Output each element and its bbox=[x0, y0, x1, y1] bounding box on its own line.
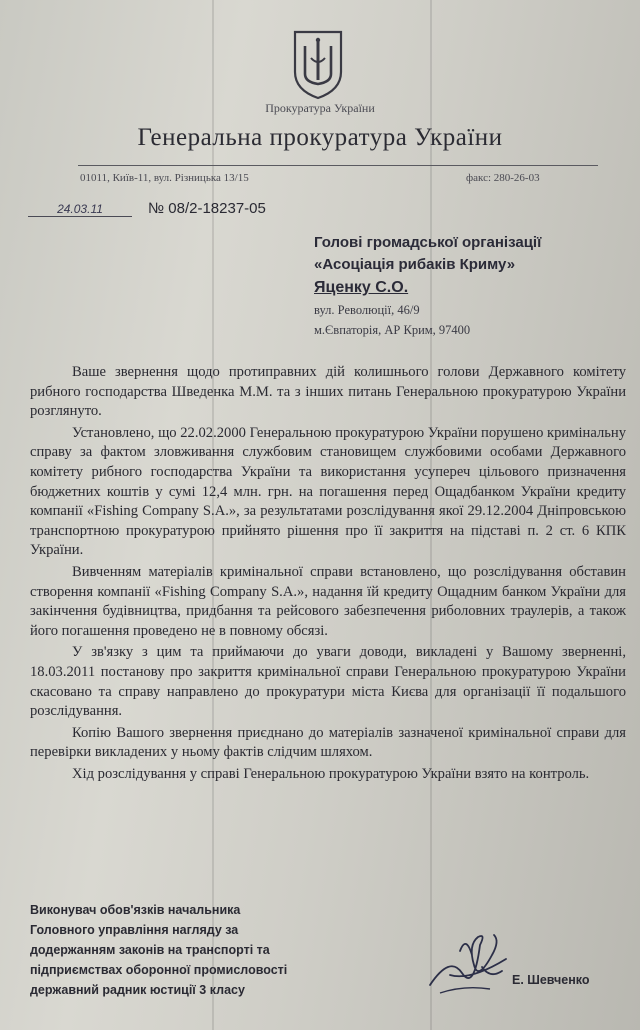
office-address: 01011, Київ-11, вул. Різницька 13/15 bbox=[80, 172, 249, 184]
body-paragraph: Хід розслідування у справі Генеральною прокуратурою України взято на контроль. bbox=[72, 765, 590, 782]
body-paragraph: Вивченням матеріалів кримінальної справи встановлено, що розслідування обставин створення компанії «Fishing Company S.A.», надання їй кредиту Ощадним банком України для закінчення будівництва, придбання та рейсового забезпечення риболовних траулерів, а також його погашення проведено не в повному обсязі. bbox=[30, 563, 626, 639]
coat-of-arms-icon bbox=[291, 28, 345, 100]
handwritten-signature-icon bbox=[420, 915, 520, 1005]
registration-date: 24.03.11 bbox=[28, 202, 132, 217]
signatory-line: додержанням законів на транспорті та bbox=[30, 943, 270, 957]
body-paragraph: Копію Вашого звернення приєднано до матеріалів зазначеної кримінальної справи для перевірки викладених у ньому фактів слідчим шляхом. bbox=[30, 724, 626, 761]
office-title: Генеральна прокуратура України bbox=[137, 124, 503, 151]
signatory-line: державний радник юстиції 3 класу bbox=[30, 983, 245, 997]
registration-number: № 08/2-18237-05 bbox=[148, 200, 266, 217]
body-paragraph: Ваше звернення щодо протиправних дій колишнього голови Державного комітету рибного господарства Шведенка М.М. та з інших питань Генеральною прокуратурою України розглянуто. bbox=[30, 364, 626, 420]
signatory-line: Виконувач обов'язків начальника bbox=[30, 903, 241, 917]
signatory-line: Головного управління нагляду за bbox=[30, 923, 239, 937]
office-fax: факс: 280-26-03 bbox=[466, 172, 540, 184]
signer-name: Е. Шевченко bbox=[512, 973, 590, 987]
signatory-line: підприємствах оборонної промисловості bbox=[30, 963, 288, 977]
recipient-block bbox=[314, 232, 624, 340]
recipient-name: Яценку С.О. bbox=[314, 279, 409, 296]
recipient-city: м.Євпаторія, АР Крим, 97400 bbox=[314, 323, 471, 337]
header-rule bbox=[78, 165, 598, 166]
letter-body bbox=[30, 363, 626, 786]
recipient-title: Голові громадської організації bbox=[314, 234, 542, 251]
recipient-street: вул. Революції, 46/9 bbox=[314, 303, 420, 317]
recipient-organization: «Асоціація рибаків Криму» bbox=[314, 256, 516, 273]
signatory-position bbox=[30, 900, 360, 1000]
office-subtitle: Прокуратура України bbox=[265, 101, 375, 115]
body-paragraph: У зв'язку з цим та приймаючи до уваги доводи, викладені у Вашому зверненні, 18.03.2011 постанову про закриття кримінальної справи Генеральною прокуратурою України скасовано та справу направлено до прокуратури міста Києва для організації її подальшого розслідування. bbox=[30, 644, 626, 720]
body-paragraph: Установлено, що 22.02.2000 Генеральною прокуратурою України порушено кримінальну справу за фактом зловживання службовим становищем службовими особами Державного комітету рибного господарства України та використання усупереч цільового призначення бюджетних коштів у сумі 12,4 млн. грн. на погашення перед Ощадбанком України кредиту компанії «Fishing Company S.A.», за результатами розслідування якої 29.12.2004 Дніпровською транспортною прокуратурою прийнято рішення про її закриття на підставі п. 2 ст. 6 КПК України. bbox=[30, 424, 626, 559]
